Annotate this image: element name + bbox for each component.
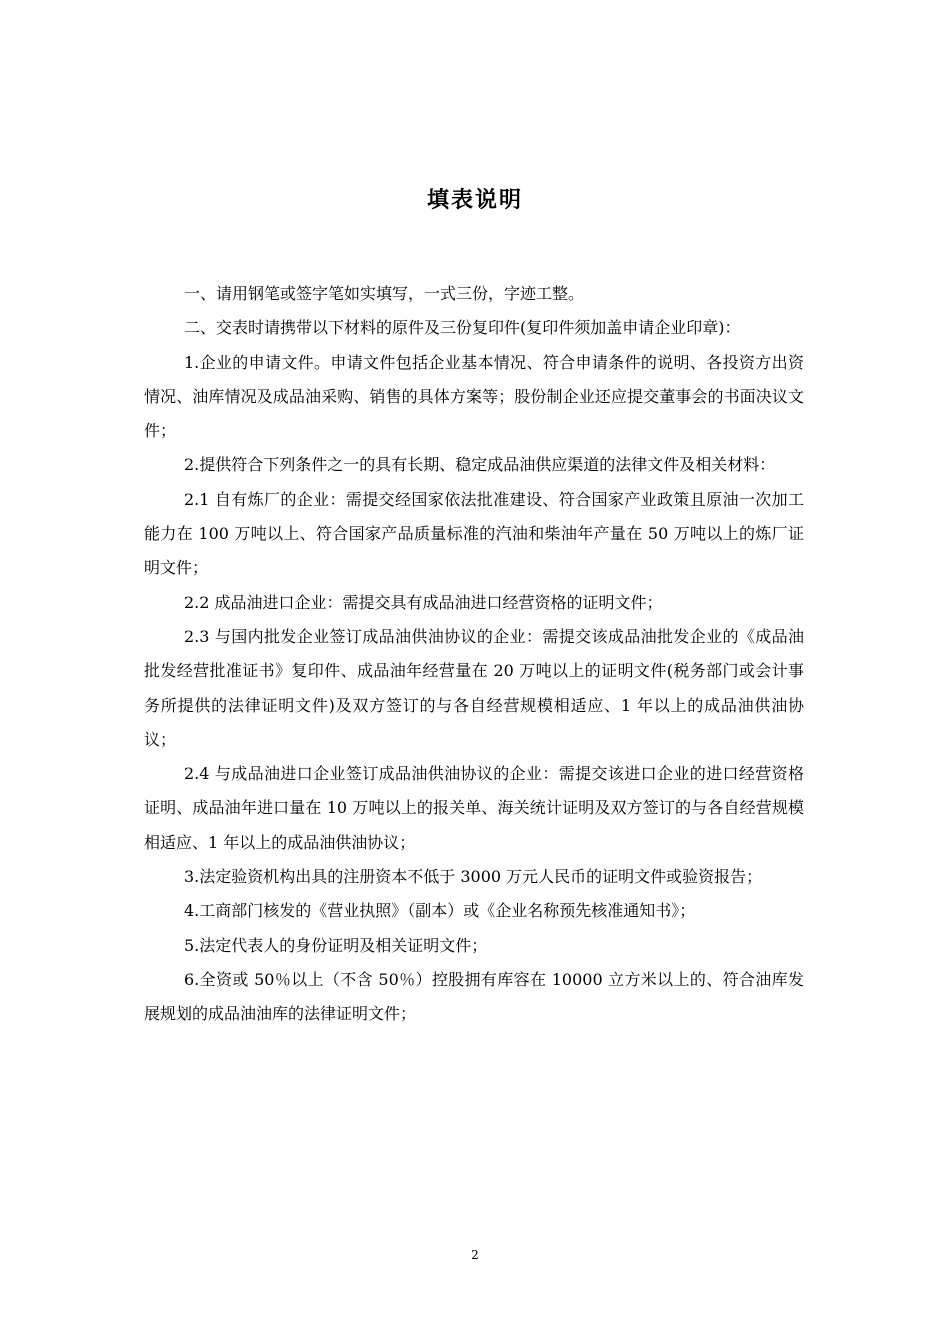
paragraph-item-2-1: 2.1 自有炼厂的企业：需提交经国家依法批准建设、符合国家产业政策且原油一次加工能力在 100 万吨以上、符合国家产品质量标准的汽油和柴油年产量在 50 万吨以上的炼厂证明文件； bbox=[144, 489, 804, 578]
paragraph-item-4: 4.工商部门核发的《营业执照》（副本）或《企业名称预先核准通知书》； bbox=[184, 901, 696, 921]
paragraph-item-2-4: 2.4 与成品油进口企业签订成品油供油协议的企业：需提交该进口企业的进口经营资格证明、成品油年进口量在 10 万吨以上的报关单、海关统计证明及双方签订的与各自经营规模相适应、1 年以上的成品油供油协议； bbox=[144, 764, 804, 852]
paragraph-materials-intro: 二、交表时请携带以下材料的原件及三份复印件(复印件须加盖申请企业印章)： bbox=[184, 318, 741, 338]
page-number: 2 bbox=[471, 1248, 479, 1262]
paragraph-item-6: 6.全资或 50％以上（不含 50％）控股拥有库容在 10000 立方米以上的、符合油库发展规划的成品油油库的法律证明文件； bbox=[144, 969, 804, 1024]
paragraph-item-2-2: 2.2 成品油进口企业：需提交具有成品油进口经营资格的证明文件； bbox=[184, 592, 663, 612]
instructions-body bbox=[144, 277, 804, 1032]
paragraph-fill-method: 一、请用钢笔或签字笔如实填写，一式三份，字迹工整。 bbox=[184, 284, 585, 303]
page-title: 填表说明 bbox=[426, 188, 523, 213]
paragraph-item-2-3: 2.3 与国内批发企业签订成品油供油协议的企业：需提交该成品油批发企业的《成品油批发经营批准证书》复印件、成品油年经营量在 20 万吨以上的证明文件(税务部门或会计事务所提供的法律证明文件)及双方签订的与各自经营规模相适应、1 年以上的成品油供油协议； bbox=[144, 626, 804, 749]
paragraph-item-5: 5.法定代表人的身份证明及相关证明文件； bbox=[184, 935, 488, 955]
paragraph-item-1: 1.企业的申请文件。申请文件包括企业基本情况、符合申请条件的说明、各投资方出资情况、油库情况及成品油采购、销售的具体方案等；股份制企业还应提交董事会的书面决议文件； bbox=[144, 352, 804, 441]
paragraph-item-3: 3.法定验资机构出具的注册资本不低于 3000 万元人民币的证明文件或验资报告； bbox=[184, 867, 763, 887]
paragraph-item-2: 2.提供符合下列条件之一的具有长期、稳定成品油供应渠道的法律文件及相关材料： bbox=[184, 455, 776, 475]
